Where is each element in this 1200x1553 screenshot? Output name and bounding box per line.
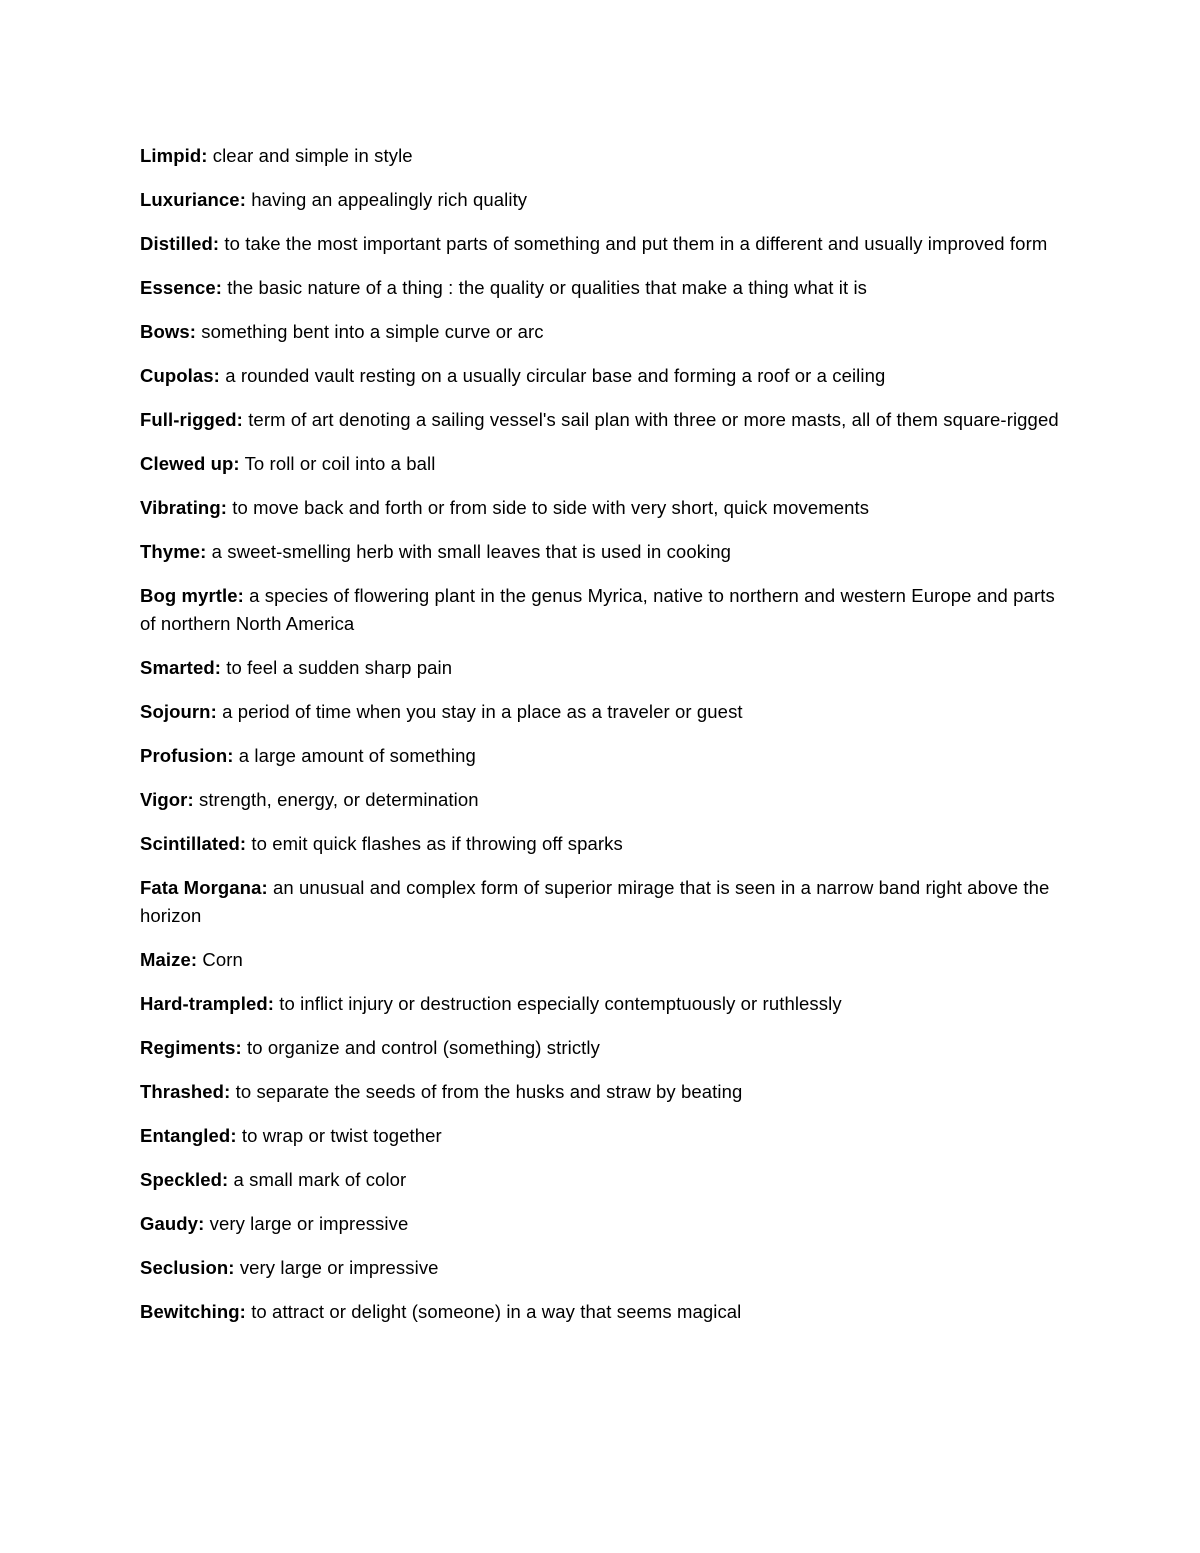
glossary-entry (140, 186, 1060, 214)
glossary-definition: to inflict injury or destruction especially contemptuously or ruthlessly (279, 993, 842, 1014)
glossary-definition: very large or impressive (239, 1257, 439, 1278)
glossary-definition: an unusual and complex form of superior mirage that is seen in a narrow band right above the horizon (140, 877, 1050, 926)
glossary-term: Entangled: (140, 1125, 237, 1146)
glossary-term: Thrashed: (140, 1081, 231, 1102)
glossary-entry (140, 946, 1060, 974)
glossary-term: Essence: (140, 277, 223, 298)
glossary-entry (140, 830, 1060, 858)
glossary-term: Speckled: (140, 1169, 229, 1190)
glossary-entry (140, 990, 1060, 1018)
glossary-entry (140, 874, 1060, 930)
glossary-term: Profusion: (140, 745, 234, 766)
glossary-term: Thyme: (140, 541, 207, 562)
glossary-entry (140, 1034, 1060, 1062)
glossary-entry (140, 230, 1060, 258)
glossary-definition: to attract or delight (someone) in a way that seems magical (251, 1301, 742, 1322)
glossary-definition: strength, energy, or determination (198, 789, 479, 810)
glossary-definition: very large or impressive (209, 1213, 409, 1234)
glossary-term: Bows: (140, 321, 196, 342)
glossary-term: Scintillated: (140, 833, 247, 854)
glossary-entry (140, 1298, 1060, 1326)
glossary-entry (140, 362, 1060, 390)
glossary-term: Smarted: (140, 657, 221, 678)
glossary-list (140, 142, 1060, 1342)
glossary-entry (140, 538, 1060, 566)
glossary-definition: a rounded vault resting on a usually circular base and forming a roof or a ceiling (225, 365, 886, 386)
glossary-definition: a small mark of color (233, 1169, 407, 1190)
glossary-definition: to take the most important parts of something and put them in a different and usually improved form (224, 233, 1048, 254)
glossary-definition: to emit quick flashes as if throwing off sparks (251, 833, 623, 854)
glossary-definition: To roll or coil into a ball (244, 453, 436, 474)
glossary-term: Luxuriance: (140, 189, 246, 210)
glossary-entry (140, 654, 1060, 682)
glossary-definition: a period of time when you stay in a place as a traveler or guest (222, 701, 743, 722)
glossary-term: Bog myrtle: (140, 585, 244, 606)
glossary-entry (140, 1254, 1060, 1282)
glossary-entry (140, 1166, 1060, 1194)
glossary-term: Hard-trampled: (140, 993, 274, 1014)
glossary-term: Vigor: (140, 789, 194, 810)
glossary-entry (140, 698, 1060, 726)
glossary-entry (140, 406, 1060, 434)
glossary-definition: a large amount of something (238, 745, 476, 766)
glossary-definition: to feel a sudden sharp pain (226, 657, 453, 678)
glossary-term: Limpid: (140, 145, 208, 166)
glossary-term: Seclusion: (140, 1257, 235, 1278)
glossary-entry (140, 494, 1060, 522)
glossary-term: Regiments: (140, 1037, 242, 1058)
glossary-definition: having an appealingly rich quality (251, 189, 528, 210)
glossary-entry (140, 1210, 1060, 1238)
glossary-definition: something bent into a simple curve or arc (201, 321, 544, 342)
glossary-entry (140, 742, 1060, 770)
glossary-term: Clewed up: (140, 453, 240, 474)
glossary-definition: a species of flowering plant in the genus Myrica, native to northern and western Europe and parts of northern North America (140, 585, 1055, 634)
glossary-entry (140, 274, 1060, 302)
glossary-term: Gaudy: (140, 1213, 205, 1234)
glossary-term: Bewitching: (140, 1301, 246, 1322)
glossary-definition: clear and simple in style (212, 145, 413, 166)
glossary-term: Sojourn: (140, 701, 217, 722)
glossary-entry (140, 1078, 1060, 1106)
glossary-entry (140, 450, 1060, 478)
glossary-definition: to organize and control (something) strictly (247, 1037, 600, 1058)
glossary-entry (140, 318, 1060, 346)
glossary-entry (140, 582, 1060, 638)
glossary-term: Vibrating: (140, 497, 227, 518)
glossary-term: Distilled: (140, 233, 220, 254)
glossary-entry (140, 786, 1060, 814)
glossary-entry (140, 1122, 1060, 1150)
glossary-term: Maize: (140, 949, 198, 970)
glossary-term: Fata Morgana: (140, 877, 268, 898)
glossary-definition: the basic nature of a thing : the quality or qualities that make a thing what it is (227, 277, 868, 298)
glossary-definition: to move back and forth or from side to side with very short, quick movements (232, 497, 870, 518)
glossary-entry (140, 142, 1060, 170)
glossary-definition: a sweet-smelling herb with small leaves that is used in cooking (211, 541, 732, 562)
glossary-term: Full-rigged: (140, 409, 243, 430)
glossary-definition: to wrap or twist together (241, 1125, 442, 1146)
glossary-definition: Corn (202, 949, 243, 970)
glossary-definition: to separate the seeds of from the husks and straw by beating (235, 1081, 743, 1102)
glossary-definition: term of art denoting a sailing vessel's sail plan with three or more masts, all of them square-rigged (248, 409, 1059, 430)
glossary-term: Cupolas: (140, 365, 220, 386)
